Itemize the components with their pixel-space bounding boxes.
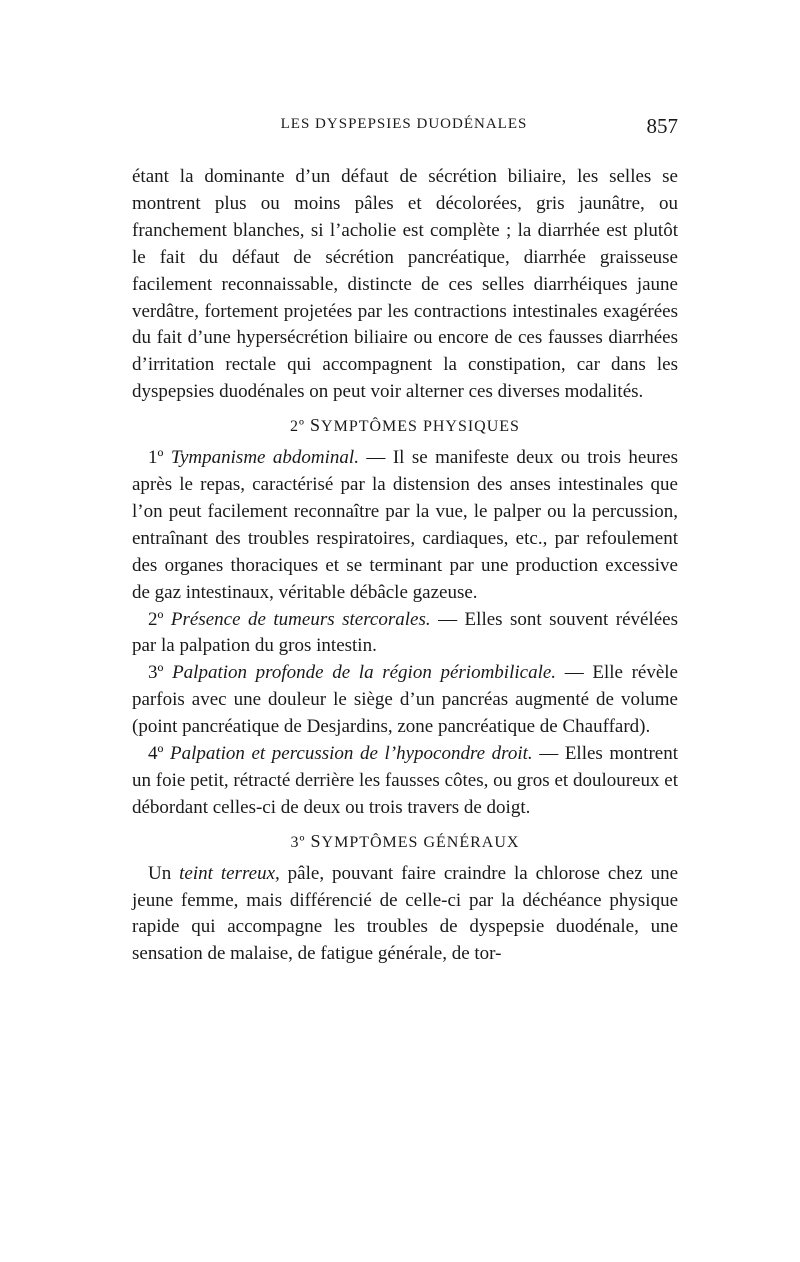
paragraph-biliary: étant la dominante d’un défaut de sécrétion biliaire, les selles se montrent plus ou moins pâles et décolorées, gris jaunâtre, ou franchement blanches, si l’acholie est complète ; la diarrhée est plutôt le fait du défaut de sécrétion pancréatique, diarrhée graisseuse facilement reconnaissable, distincte de ces selles diarrhéiques jaune verdâtre, fortement projetées par les contractions intestinales exagérées du fait d’une hypersécrétion biliaire ou encore de ces fausses diarrhées d’irritation rectale qui accompagnent la constipation, car dans les dyspepsies duodénales on peut voir alterner ces diverses modalités. [132,166,678,403]
item-title: Présence de tumeurs stercorales. [170,608,431,630]
paragraph-general [132,861,678,969]
item-text: — Il se manifeste deux ou trois heures après le repas, caractérisé par la distension des anses intestinales que l’on peut facilement reconnaître par la vue, le palper ou la percussion, entraînant des troubles respiratoires, cardiaques, etc., par refoulement des organes thoraciques et se terminant par une production excessive de gaz intestinaux, véritable débâcle gazeuse. [132,447,679,603]
item-text: — Elles sont souvent révélées par la palpation du gros intestin. [132,608,678,657]
item-text: — Elles montrent un foie petit, rétracté derrière les fausses côtes, ou gros et douloureux et débordant celles-ci de deux ou trois travers de doigt. [132,743,678,818]
item-number: 2º [148,608,164,630]
item-title: Palpation et percussion de l’hypocondre droit. [169,743,533,765]
symptom-item-hypocondre [132,741,678,822]
running-head [130,116,678,142]
symptom-item-tympanisme [132,445,678,606]
symptom-item-tumeurs [132,607,678,661]
item-number: 1º [148,447,164,469]
item-text: pâle, pouvant faire craindre la chlorose chez une jeune femme, mais différencié de celle-ci par la déchéance physique rapide qui accompagne les troubles de dyspepsie duodénale, une sensation de malaise, de fatigue générale, de tor- [132,862,679,965]
body-text [132,164,678,968]
section-initial: S [310,830,322,851]
item-title: teint terreux, [179,862,280,884]
running-title: LES DYSPEPSIES DUODÉNALES [280,116,528,132]
symptom-item-palpation [132,660,678,741]
paragraph-intro: Un [148,862,172,884]
section-initial: S [310,415,322,436]
section-number: 2º [290,418,306,436]
item-title: Tympanisme abdominal. [170,447,359,469]
section-title: YMPTÔMES PHYSIQUES [321,418,520,436]
item-number: 3º [148,662,164,684]
item-text: — Elle révèle parfois avec une douleur le siège d’un pancréas augmenté de volume (point pancréatique de Desjardins, zone pancréatique de Chauffard). [132,662,678,738]
item-number: 4º [148,743,164,765]
item-title: Palpation profonde de la région périombilicale. [172,662,557,684]
section-heading-general [132,828,678,857]
section-number: 3º [290,833,306,851]
section-heading-physical [132,412,678,441]
section-title: YMPTÔMES GÉNÉRAUX [321,833,520,851]
page-number: 857 [646,114,678,138]
